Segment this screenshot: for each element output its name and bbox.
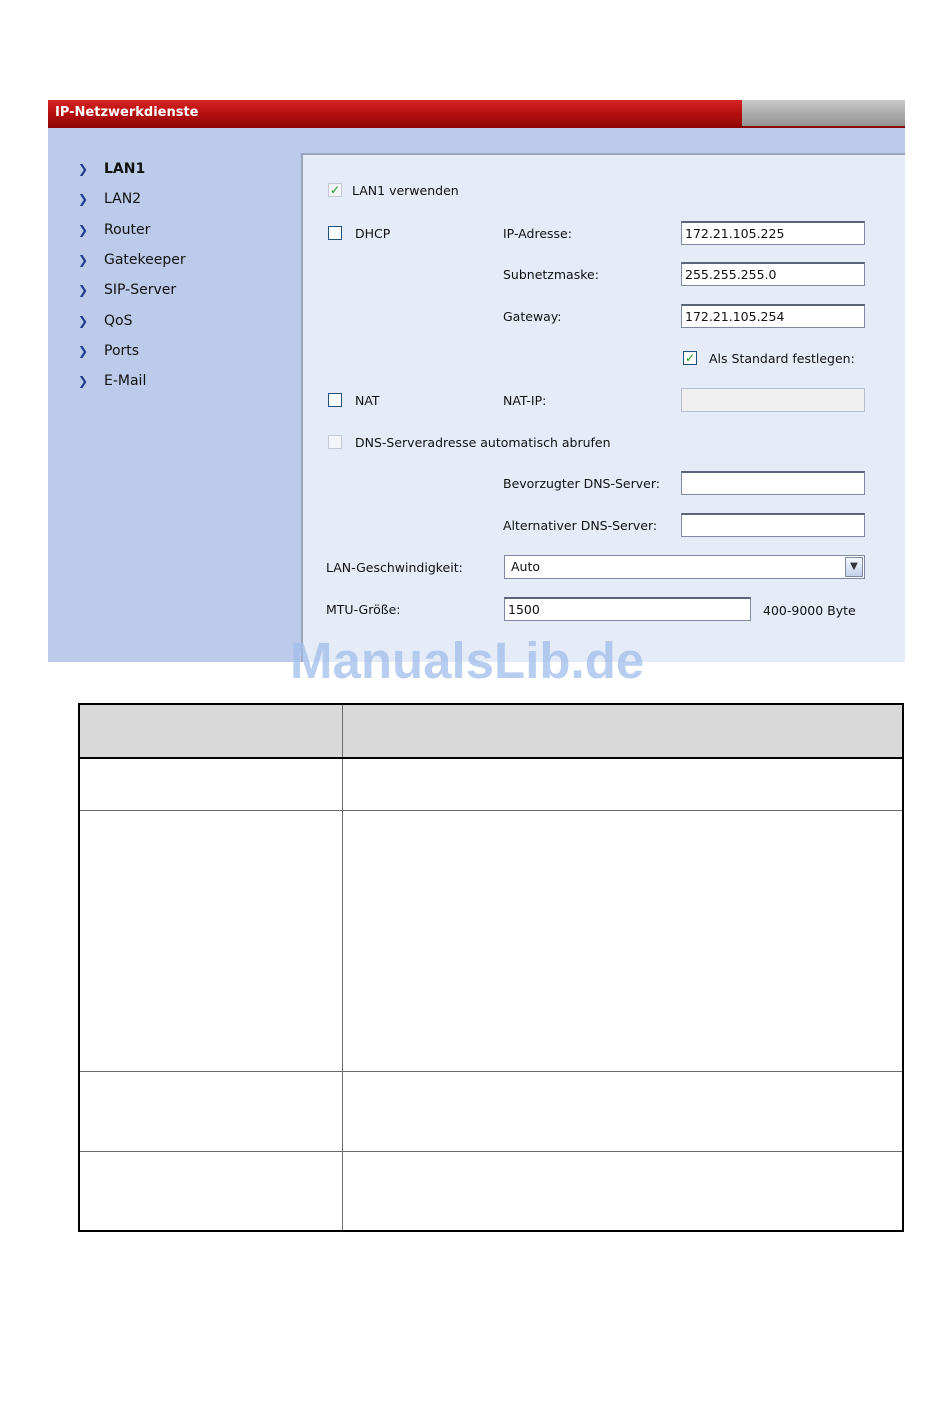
table-header-cell [79,704,343,758]
sidebar-item-label: Router [104,221,151,238]
sidebar-item-lan1[interactable] [78,154,186,184]
dhcp-checkbox[interactable] [328,226,342,240]
preferred-dns-input[interactable] [681,471,865,495]
sidebar-item-email[interactable] [78,366,186,396]
table-cell [343,1151,904,1231]
table-row [79,810,903,1071]
sidebar-item-label: QoS [104,312,133,329]
sidebar-item-lan2[interactable] [78,184,186,214]
use-lan-checkbox[interactable]: ✓ [329,183,341,197]
alternate-dns-label: Alternativer DNS-Server: [503,518,658,533]
table-header-row [79,704,903,758]
sidebar-item-label: LAN2 [104,191,142,208]
table-cell [343,810,904,1071]
mtu-hint: 400-9000 Byte [763,603,856,618]
subnet-mask-label: Subnetzmaske: [503,267,599,282]
title-bar [48,100,905,128]
sidebar-nav [78,154,186,396]
ip-address-input[interactable] [681,221,865,245]
table-row [79,1071,903,1151]
dns-auto-label: DNS-Serveradresse automatisch abrufen [355,435,611,450]
chevron-right-icon: ❯ [78,222,89,237]
chevron-right-icon: ❯ [78,162,89,177]
chevron-right-icon: ❯ [78,192,89,207]
nat-label: NAT [355,393,380,408]
use-lan-label: LAN1 verwenden [352,183,459,198]
sidebar-item-label: LAN1 [104,161,146,178]
table-cell [79,1071,343,1151]
table-cell [79,810,343,1071]
sidebar-item-label: E-Mail [104,373,147,390]
lan-speed-label: LAN-Geschwindigkeit: [326,560,463,575]
sidebar-item-ports[interactable] [78,336,186,366]
lan-speed-select[interactable] [504,555,865,579]
sidebar-item-gatekeeper[interactable] [78,245,186,275]
mtu-label: MTU-Größe: [326,602,401,617]
sidebar-item-label: SIP-Server [104,282,177,299]
set-default-checkbox[interactable]: ✓ [684,351,696,365]
table-cell [343,1071,904,1151]
chevron-down-icon[interactable]: ▼ [845,557,863,577]
gateway-input[interactable] [681,304,865,328]
description-table [78,703,904,1232]
nat-checkbox[interactable] [328,393,342,407]
chevron-right-icon: ❯ [78,343,89,358]
chevron-right-icon: ❯ [78,313,89,328]
lan-speed-value: Auto [511,559,541,574]
ip-address-label: IP-Adresse: [503,226,572,241]
table-row [79,1151,903,1231]
chevron-right-icon: ❯ [78,283,89,298]
dns-auto-checkbox[interactable] [328,435,342,449]
mtu-input[interactable] [504,597,751,621]
lan1-settings-form [301,153,905,662]
table-cell [79,758,343,810]
sidebar-item-qos[interactable] [78,305,186,335]
sidebar-item-router[interactable] [78,215,186,245]
table-row [79,758,903,810]
alternate-dns-input[interactable] [681,513,865,537]
window-title: IP-Netzwerkdienste [55,105,199,120]
set-default-label: Als Standard festlegen: [709,351,855,366]
preferred-dns-label: Bevorzugter DNS-Server: [503,476,660,491]
sidebar-item-label: Gatekeeper [104,252,186,269]
table-cell [79,1151,343,1231]
chevron-right-icon: ❯ [78,253,89,268]
dhcp-label: DHCP [355,226,391,241]
nat-ip-input[interactable] [681,388,865,412]
settings-panel [48,100,905,662]
gateway-label: Gateway: [503,309,562,324]
watermark: ManualsLib.de [290,632,645,689]
sidebar-item-label: Ports [104,342,140,359]
table-cell [343,758,904,810]
table-header-cell [343,704,904,758]
sidebar-item-sip-server[interactable] [78,275,186,305]
nat-ip-label: NAT-IP: [503,393,547,408]
subnet-mask-input[interactable] [681,262,865,286]
chevron-right-icon: ❯ [78,374,89,389]
